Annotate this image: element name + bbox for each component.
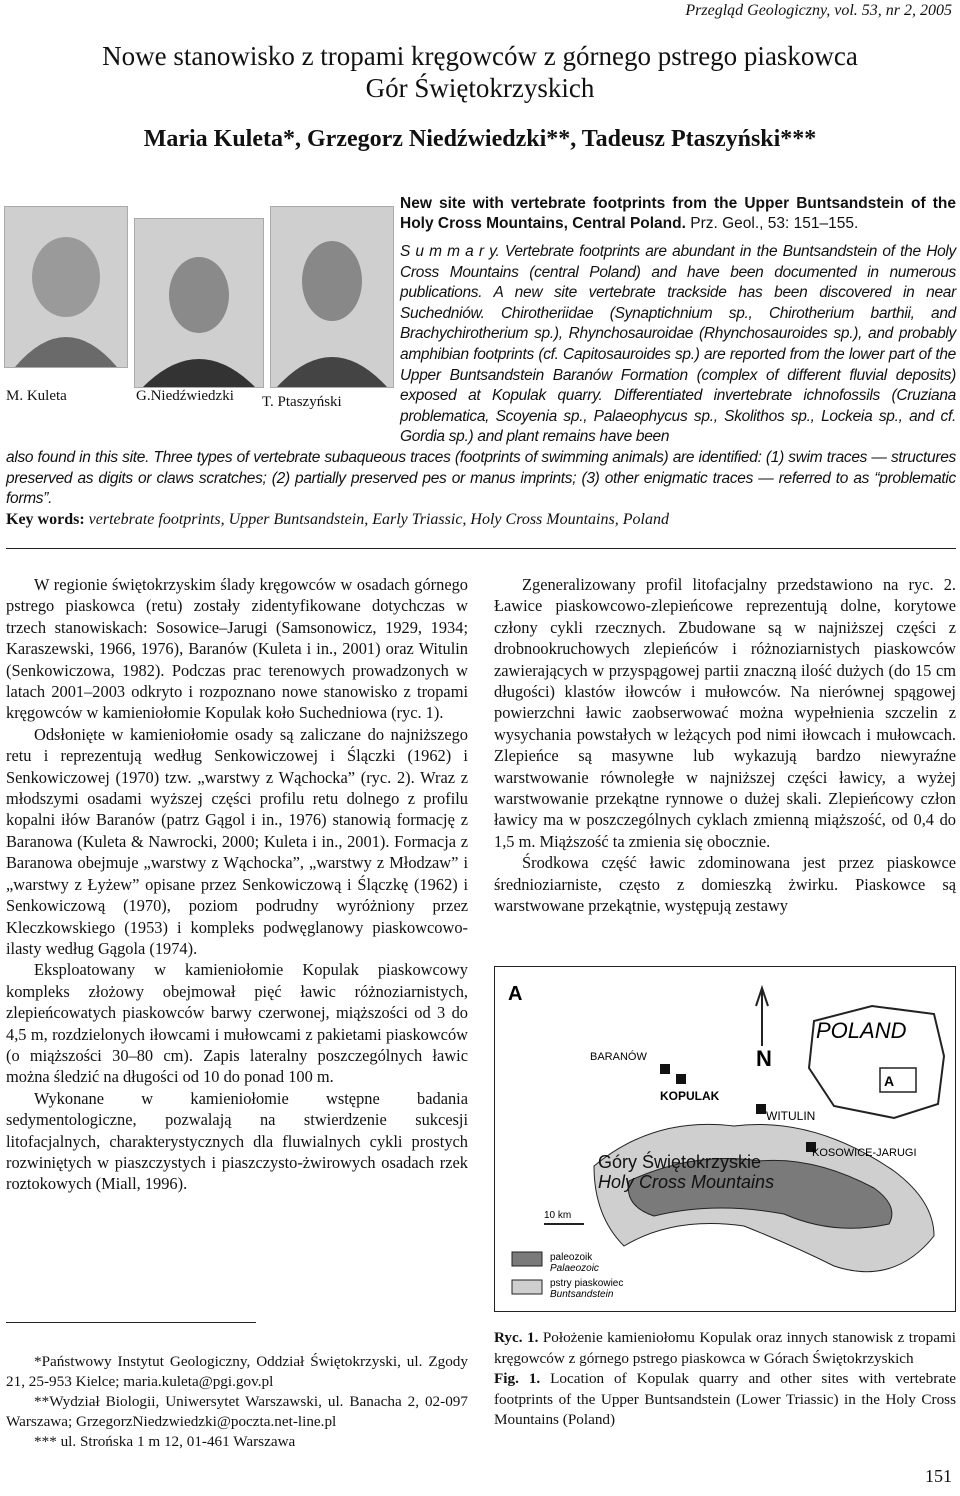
body-column-left	[6, 574, 468, 1195]
region-label-en: Holy Cross Mountains	[598, 1172, 775, 1192]
caption-en-label: Fig. 1.	[494, 1370, 541, 1388]
keywords	[6, 511, 669, 529]
paragraph: Eksploatowany w kamieniołomie Kopulak piaskowcowy kompleks złożowy obejmował pięć ławic różnoziarnistych, zlepieńcowatych piaskowców barwy czerwonej, miąższości od 3 do 4,5 m, rozdzielonych iłowcami i mułowcami z pakietami piaskowców (o miąższości 30–80 cm). Zapis lateralny poszczególnych ławic można śledzić na długości od 10 do ponad 100 m.	[6, 960, 468, 1087]
site-marker-kopulak	[676, 1074, 686, 1084]
photo-niedzwiedzki	[134, 218, 264, 388]
legend-buntsandstein-en: Buntsandstein	[550, 1289, 614, 1300]
caption-en	[494, 1369, 956, 1431]
paragraph: Wykonane w kamieniołomie wstępne badania sedymentologiczne, pozwalają na stwierdzenie sukcesji litofacjalnych, charakterystycznych dla fluwialnych cykli prostych rozwiniętych w piaszczystych i piaszczysto-żwirowych osadach rzek roztokowych (Miall, 1996).	[6, 1088, 468, 1194]
location-map	[494, 966, 956, 1312]
country-label: POLAND	[816, 1018, 907, 1043]
caption-pl	[494, 1328, 956, 1369]
footnote-divider	[6, 1322, 256, 1323]
photo-label-kuleta: M. Kuleta	[6, 388, 67, 404]
summary	[400, 242, 956, 448]
map-panel-label: A	[508, 983, 523, 1005]
legend-palaeozoic-en: Palaeozoic	[550, 1263, 599, 1274]
caption-pl-text: Położenie kamieniołomu Kopulak oraz innych stanowisk z tropami kręgowców z górnego pstrego piaskowca w Górach Świętokrzyskich	[494, 1329, 956, 1367]
footnote: *Państwowy Instytut Geologiczny, Oddział Świętokrzyski, ul. Zgody 21, 25-953 Kielce; maria.kuleta@pgi.gov.pl	[6, 1353, 468, 1390]
title-line-1: Nowe stanowisko z tropami kręgowców z górnego pstrego piaskowca	[102, 41, 858, 71]
body-column-right	[494, 574, 956, 917]
caption-en-text: Location of Kopulak quarry and other sites with vertebrate footprints of the Upper Buntsandstein (Lower Triassic) in the Holy Cross Mountains (Poland)	[494, 1370, 956, 1429]
footnotes	[6, 1352, 468, 1452]
caption-pl-label: Ryc. 1.	[494, 1329, 539, 1346]
english-title	[400, 194, 956, 234]
keywords-label: Key words:	[6, 511, 85, 528]
site-label-baranow: BARANÓW	[590, 1051, 647, 1063]
paragraph: Zgeneralizowany profil litofacjalny przedstawiono na ryc. 2. Ławice piaskowcowo-zlepieńcowe reprezentują dolne, korytowe człony cykli rzecznych. Zbudowane są w najniższej części z drobnookruchowych zlepieńców i różnoziarnistych piaskowców zawierających w przyspągowej partii znaczną ilość dużych (do 15 cm długości) klastów iłowców i mułowców. Na nierównej spągowej powierzchni ławic zaobserwować można wypełnienia szczelin z wysychania powstałych w leżących pod nimi iłowcach i mułowcach. Zlepieńce są masywne lub wykazują bardzo niewyraźne warstwowanie równoległe w najniższej części ławicy, a wyżej warstwowanie przekątne rynnowe o dużej skali. Zlepieńcowy człon ławicy ma w poszczególnych cyklach zmienną miąższość, od 0,4 do 1,5 m. Miąższość ta zmienia się obocznie.	[494, 575, 956, 851]
summary-label: S u m m a r y.	[400, 243, 500, 260]
legend-swatch-palaeozoic	[512, 1252, 542, 1266]
portrait-icon	[271, 207, 393, 387]
figure-caption	[494, 1328, 956, 1431]
scale-label: 10 km	[544, 1210, 572, 1221]
legend-swatch-buntsandstein	[512, 1280, 542, 1294]
english-citation: Prz. Geol., 53: 151–155.	[685, 215, 859, 232]
english-title-bold: New site with vertebrate footprints from the Upper Buntsandstein of the Holy Cross Mountains, Central Poland.	[400, 195, 956, 232]
paragraph: Środkowa część ławic zdominowana jest przez piaskowce średnioziarniste, często z domieszką żwirku. Piaskowce są warstwowane przekątnie, występują zestawy	[494, 853, 956, 916]
divider	[6, 548, 956, 549]
site-label-kopulak: KOPULAK	[660, 1089, 720, 1103]
region-label-pl: Góry Świętokrzyskie	[598, 1152, 762, 1172]
portrait-icon	[5, 207, 127, 367]
paragraph: W regionie świętokrzyskim ślady kręgowców w osadach górnego pstrego piaskowca (retu) zostały zidentyfikowane dotychczas w trzech stanowiskach: Sosowice–Jarugi (Samsonowicz, 1929, 1934; Karaszewski, 1966, 1976), Baranów (Kuleta i in., 2001) oraz Witulin (Senkowiczowa, 1982). Podczas prac terenowych prowadzonych w latach 2001–2003 odkryto i rozpoznano nowe stanowisko z tropami kręgowców w kamieniołomie Kopulak koło Suchedniowa (ryc. 1).	[6, 575, 468, 723]
journal-header: Przegląd Geologiczny, vol. 53, nr 2, 2005	[685, 2, 952, 19]
portrait-icon	[135, 219, 263, 387]
keywords-text: vertebrate footprints, Upper Buntsandstein, Early Triassic, Holy Cross Mountains, Poland	[84, 511, 669, 528]
north-label: N	[756, 1046, 772, 1071]
legend-palaeozoic-pl: paleozoik	[550, 1252, 593, 1263]
summary-text: Vertebrate footprints are abundant in the Buntsandstein of the Holy Cross Mountains (central Poland) and have been documented in numerous publications. A new site vertebrate trackside has been discovered in near Suchedniów. Chirotheriidae (Synaptichnium sp., Chirotherium barthii, and Brachychirotherium sp.), Rhynchosauroidae (Rhynchosauroides sp.), and probably amphibian footprints (cf. Capitosauroides sp.) are reported from the lower part of the Upper Buntsandstein Baranów Formation (complex of different fluvial deposits) exposed at Kopulak quarry. Differentiated invertebrate ichnofossils (Cruziana problematica, Scoyenia sp., Palaeophycus sp., Skolithos sp., Lockeia sp., and cf. Gordia sp.) and plant remains have been	[400, 243, 956, 446]
site-label-witulin: WITULIN	[766, 1109, 816, 1123]
legend-buntsandstein-pl: pstry piaskowiec	[550, 1278, 624, 1289]
photo-kuleta	[4, 206, 128, 368]
summary-continued: also found in this site. Three types of vertebrate subaqueous traces (footprints of swimming animals) are identified: (1) swim traces — structures preserved as digits or claws scratches; (2) partially preserved pes or manus imprints; (3) other enigmatic traces — referred to as “problematic forms”.	[6, 449, 956, 508]
photo-label-ptaszynski: T. Ptaszyński	[262, 394, 342, 410]
authors: Maria Kuleta*, Grzegorz Niedźwiedzki**, Tadeusz Ptaszyński***	[143, 126, 817, 152]
paragraph: Odsłonięte w kamieniołomie osady są zaliczane do najniższego retu i reprezentują według Senkowiczowej i Ślączki (1962) i Senkowiczowej (1970) tzw. „warstwy z Wąchocka” (ryc. 2). Wraz z młodszymi osadami wyższej części profilu retu dolnego z profilu kopalni iłów Baranów (patrz Gągol i in., 1976) stanowią formację z Baranowa (Kuleta & Nawrocki, 2000; Kuleta i in., 2001). Formacja z Baranowa obejmuje „warstwy z Wąchocka”, „warstwy z Młodzaw” i „warstwy z Łyżew” opisane przez Senkowiczową i Ślączkę (1962) i Senkowiczową (1970), poziom podrudny wyróżniony przez Kleczkowskiego (1953) i kompleks podwęglanowy piaskowcowo-ilasty według Gągola (1974).	[6, 724, 468, 958]
site-marker-baranow	[660, 1064, 670, 1074]
footnote: *** ul. Strońska 1 m 12, 01-461 Warszawa	[34, 1433, 296, 1450]
site-marker-witulin	[756, 1104, 766, 1114]
page-number: 151	[925, 1466, 952, 1486]
title-line-2: Gór Świętokrzyskich	[365, 73, 595, 103]
photo-ptaszynski	[270, 206, 394, 388]
footnote: **Wydział Biologii, Uniwersytet Warszawski, ul. Banacha 2, 02-097 Warszawa; GrzegorzNiedzwiedzki@poczta.net-line.pl	[6, 1393, 468, 1430]
article-title	[0, 40, 960, 104]
inset-label: A	[884, 1073, 895, 1089]
photo-label-niedzwiedzki: G.Niedźwiedzki	[136, 388, 234, 404]
site-label-kosowice: KOSOWICE-JARUGI	[812, 1147, 917, 1159]
